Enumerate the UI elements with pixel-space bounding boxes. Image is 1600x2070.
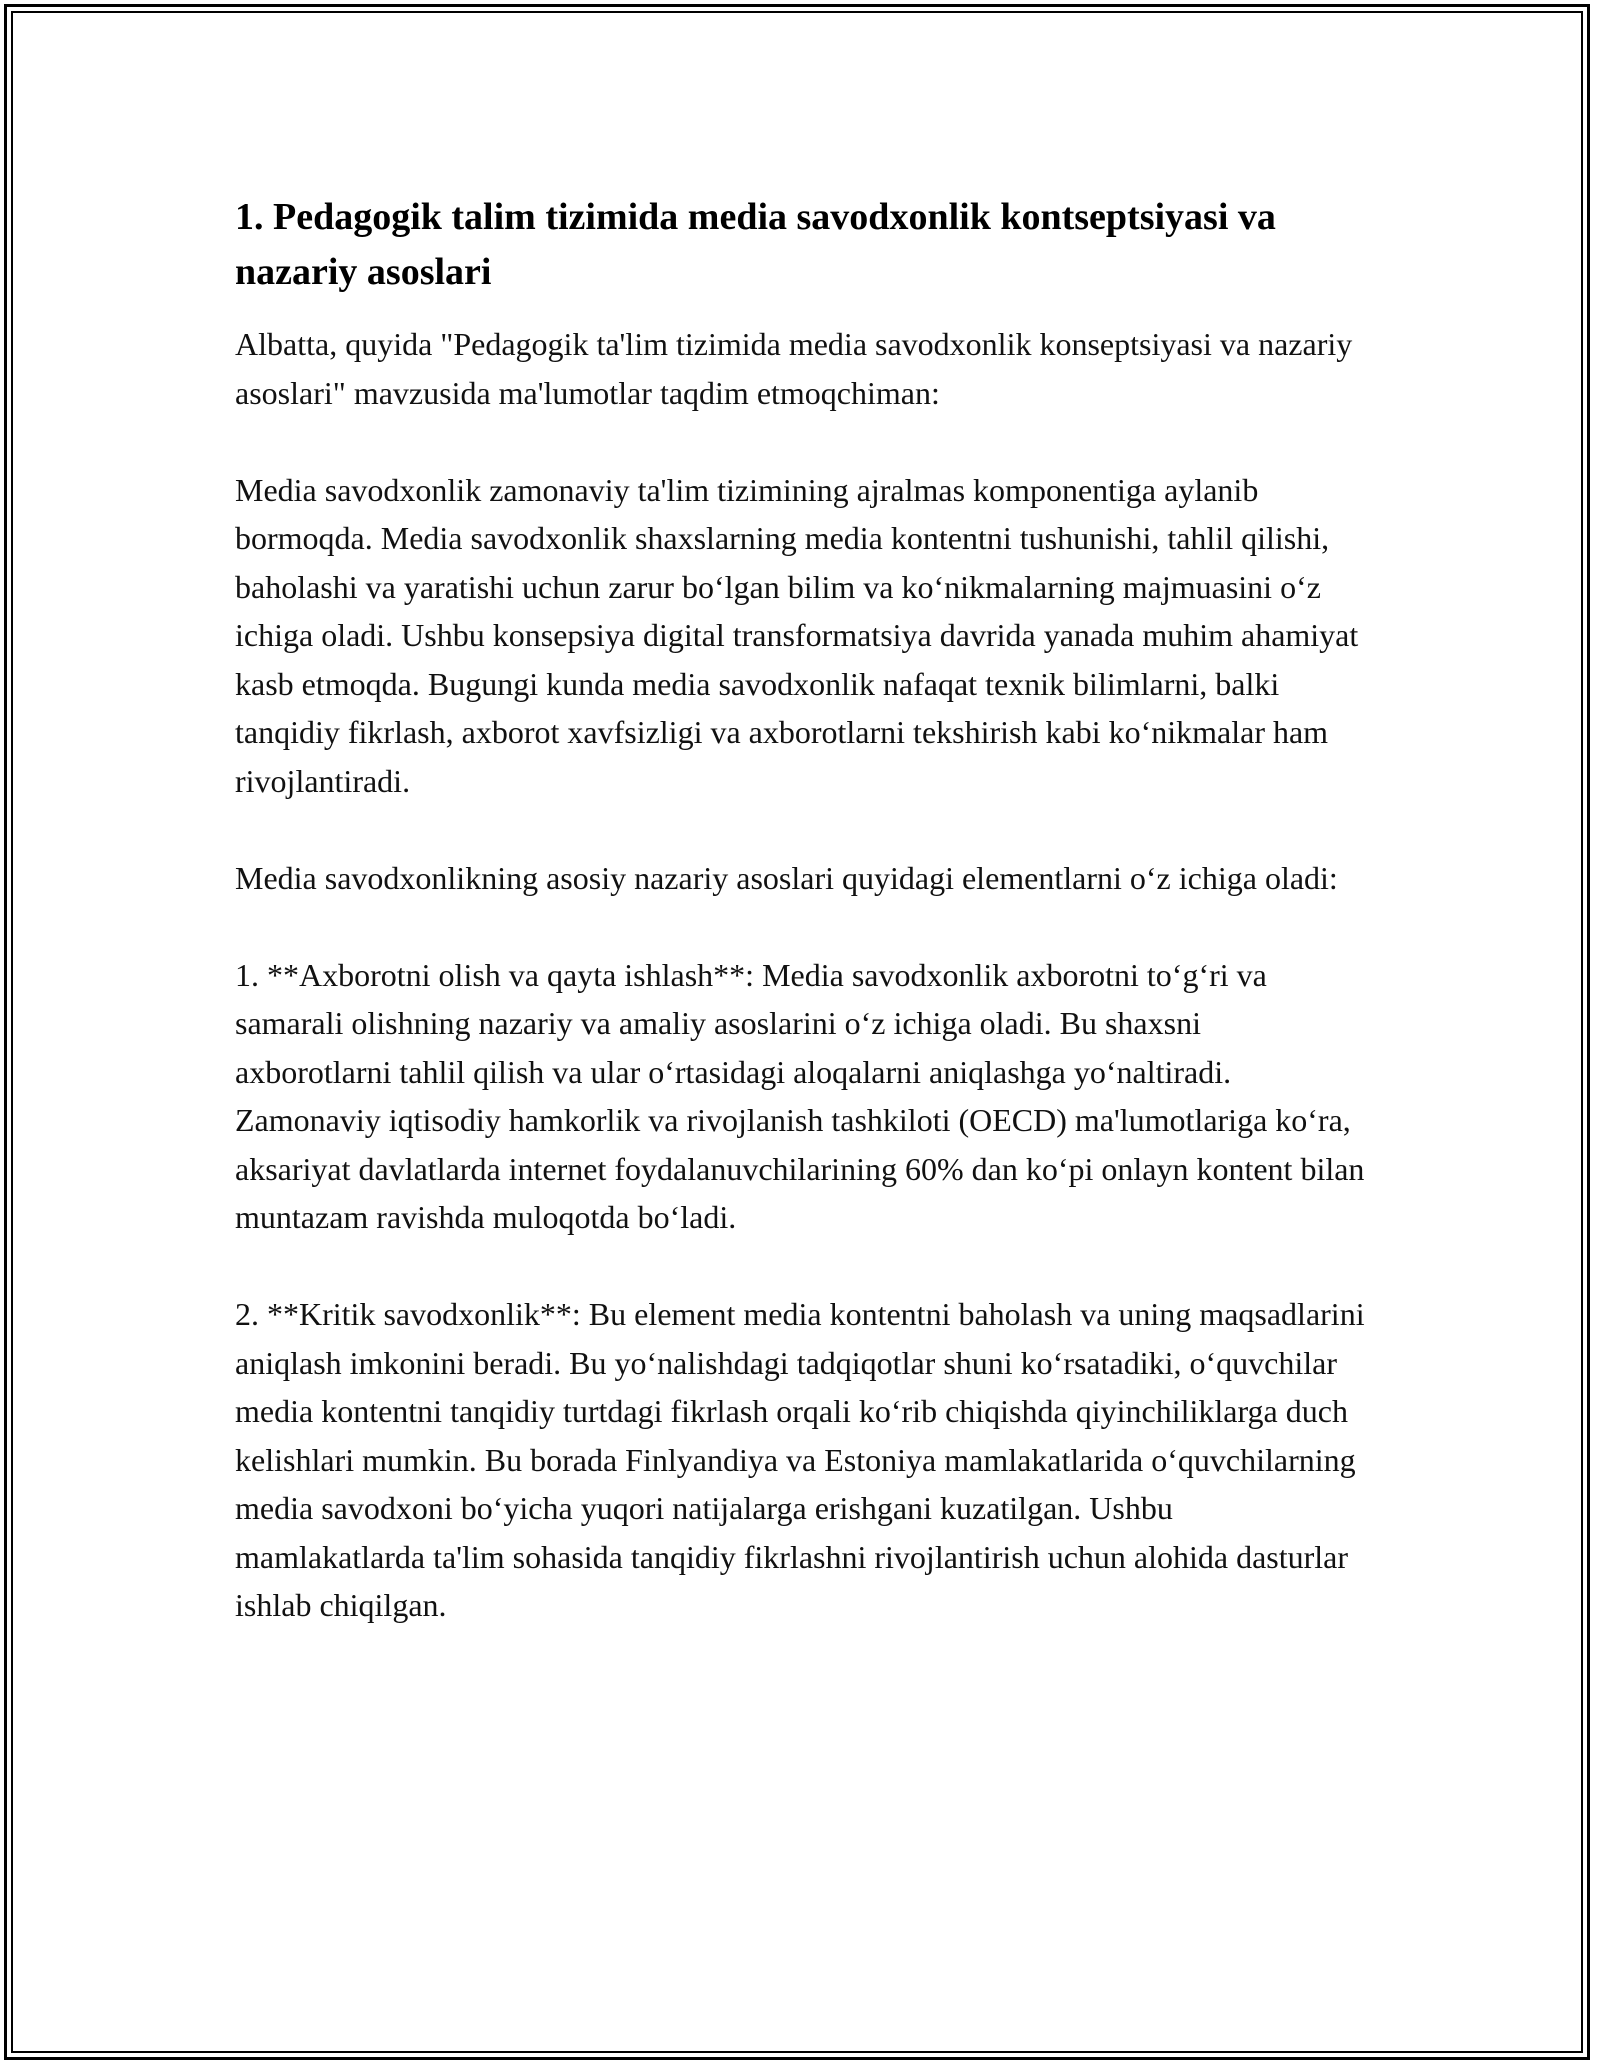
list-item-2-paragraph: 2. **Kritik savodxonlik**: Bu element media kontentni baholash va uning maqsadlarini aniqlash imkonini beradi. Bu yo‘nalishdagi tadqiqotlar shuni ko‘rsatadiki, o‘quvchilar media kontentni tanqidiy turtdagi fikrlash orqali ko‘rib chiqishda qiyinchiliklarga duch kelishlari mumkin. Bu borada Finlyandiya va Estoniya mamlakatlarida o‘quvchilarning media savodxoni bo‘yicha yuqori natijalarga erishgani kuzatilgan. Ushbu mamlakatlarda ta'lim sohasida tanqidiy fikrlashni rivojlantirish uchun alohida dasturlar ishlab chiqilgan.: [235, 1296, 1365, 1623]
intro-paragraph: Albatta, quyida "Pedagogik ta'lim tizimida media savodxonlik konseptsiyasi va nazariy asoslari" mavzusida ma'lumotlar taqdim etmoqchiman:: [235, 326, 1353, 411]
list-item-1-paragraph: 1. **Axborotni olish va qayta ishlash**: Media savodxonlik axborotni to‘g‘ri va samarali olishning nazariy va amaliy asoslarini o‘z ichiga oladi. Bu shaxsni axborotlarni tahlil qilish va ular o‘rtasidagi aloqalarni aniqlashga yo‘naltiradi. Zamonaviy iqtisodiy hamkorlik va rivojlanish tashkiloti (OECD) ma'lumotlariga ko‘ra, aksariyat davlatlarda internet foydalanuvchilarining 60% dan ko‘pi onlayn kontent bilan muntazam ravishda muloqotda bo‘ladi.: [235, 956, 1365, 1235]
media-literacy-paragraph: Media savodxonlik zamonaviy ta'lim tizimining ajralmas komponentiga aylanib bormoqda. Media savodxonlik shaxslarning media kontentni tushunishi, tahlil qilishi, baholashi va yaratishi uchun zarur bo‘lgan bilim va ko‘nikmalarning majmuasini o‘z ichiga oladi. Ushbu konsepsiya digital transformatsiya davrida yanada muhim ahamiyat kasb etmoqda. Bugungi kunda media savodxonlik nafaqat texnik bilimlarni, balki tanqidiy fikrlash, axborot xavfsizligi va axborotlarni tekshirish kabi ko‘nikmalar ham rivojlantiradi.: [235, 471, 1359, 799]
document-body: [235, 190, 1365, 1630]
document-title: 1. Pedagogik talim tizimida media savodxonlik kontseptsiyasi va nazariy asoslari: [235, 196, 1276, 293]
theory-intro-paragraph: Media savodxonlikning asosiy nazariy asoslari quyidagi elementlarni o‘z ichiga oladi:: [235, 859, 1338, 896]
